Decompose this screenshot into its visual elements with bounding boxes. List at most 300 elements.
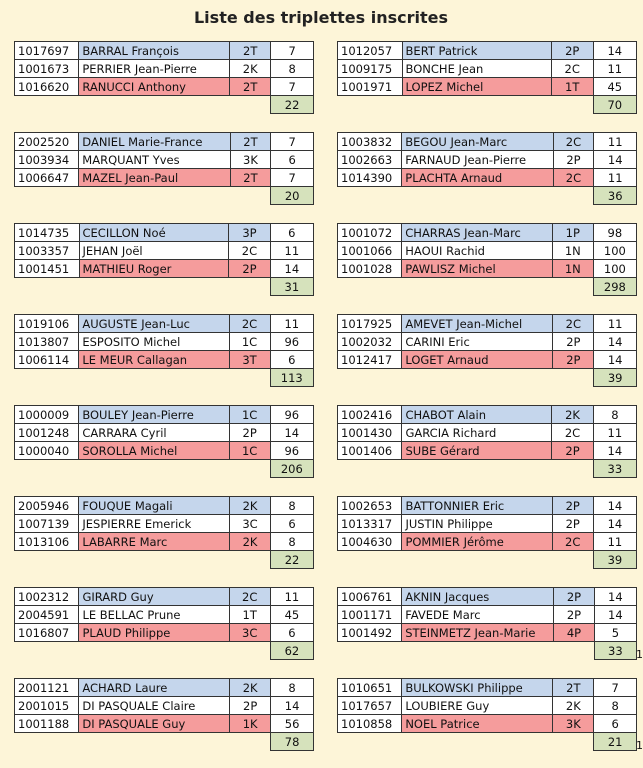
spacer-cell	[15, 642, 79, 660]
player-name: POMMIER Jérôme	[402, 533, 552, 551]
player-name: SOROLLA Michel	[79, 442, 229, 460]
total-row	[15, 460, 314, 478]
player-category: 2C	[552, 424, 593, 442]
player-category: 1N	[552, 260, 593, 278]
player-row	[338, 78, 637, 96]
player-points: 7	[271, 42, 314, 60]
player-points: 11	[594, 133, 637, 151]
player-category: 1T	[551, 78, 593, 96]
team-block	[337, 132, 637, 205]
player-points: 11	[593, 533, 636, 551]
player-name: BOULEY Jean-Pierre	[79, 406, 229, 424]
spacer-cell	[79, 642, 229, 660]
license-number: 1001171	[338, 606, 402, 624]
player-category: 2P	[230, 697, 271, 715]
player-name: FAVEDE Marc	[402, 606, 554, 624]
player-row	[338, 260, 637, 278]
player-name: CHABOT Alain	[402, 406, 552, 424]
player-name: DI PASQUALE Claire	[79, 697, 230, 715]
player-category: 2T	[230, 78, 271, 96]
player-category: 2C	[229, 315, 270, 333]
player-category: 1K	[230, 715, 271, 733]
player-name: JEHAN Joël	[79, 242, 229, 260]
player-name: ACHARD Laure	[79, 679, 230, 697]
license-number: 1002416	[338, 406, 402, 424]
team-table	[14, 223, 314, 296]
player-category: 2C	[229, 588, 270, 606]
spacer-cell	[553, 369, 594, 387]
spacer-cell	[338, 278, 402, 296]
spacer-cell	[15, 460, 79, 478]
license-number: 1001066	[338, 242, 402, 260]
player-name: BEGOU Jean-Marc	[402, 133, 553, 151]
license-number: 1009175	[338, 60, 403, 78]
player-row	[338, 224, 637, 242]
license-number: 1002312	[15, 588, 79, 606]
license-number: 1002032	[338, 333, 402, 351]
license-number: 1001188	[15, 715, 79, 733]
spacer-cell	[402, 96, 551, 114]
license-number: 1006761	[338, 588, 402, 606]
spacer-cell	[402, 369, 553, 387]
player-name: HAOUI Rachid	[402, 242, 553, 260]
player-category: 2K	[230, 60, 271, 78]
player-row	[338, 442, 637, 460]
player-name: MARQUANT Yves	[79, 151, 230, 169]
team-table	[337, 405, 637, 478]
player-name: ESPOSITO Michel	[79, 333, 229, 351]
player-category: 1T	[229, 606, 270, 624]
player-row	[338, 715, 637, 733]
team-table	[337, 41, 637, 114]
player-row	[338, 606, 637, 624]
license-number: 1013317	[338, 515, 402, 533]
player-category: 2P	[553, 151, 594, 169]
player-row	[15, 260, 314, 278]
player-name: BARRAL François	[79, 42, 230, 60]
player-category: 1C	[229, 442, 270, 460]
spacer-cell	[338, 551, 402, 569]
player-points: 14	[594, 151, 637, 169]
license-number: 1003934	[15, 151, 79, 169]
license-number: 1001406	[338, 442, 402, 460]
team-block	[337, 678, 637, 751]
player-row	[338, 533, 637, 551]
page-title: Liste des triplettes inscrites	[193, 8, 448, 27]
player-points: 14	[594, 606, 636, 624]
player-points: 11	[594, 169, 637, 187]
player-name: MATHIEU Roger	[79, 260, 229, 278]
player-row	[15, 442, 314, 460]
player-points: 5	[594, 624, 636, 642]
player-row	[15, 406, 314, 424]
license-number: 1013807	[15, 333, 79, 351]
team-block	[14, 314, 314, 387]
team-table	[14, 678, 314, 751]
player-points: 7	[271, 78, 314, 96]
player-points: 14	[270, 260, 313, 278]
player-category: 2P	[552, 497, 593, 515]
spacer-cell	[338, 642, 402, 660]
license-number: 1014390	[338, 169, 402, 187]
license-number: 1012057	[338, 42, 403, 60]
player-points: 6	[270, 351, 313, 369]
player-points: 100	[593, 242, 636, 260]
player-name: PLAUD Philippe	[79, 624, 229, 642]
license-number: 1001451	[15, 260, 80, 278]
player-points: 6	[271, 515, 314, 533]
total-row	[15, 733, 314, 751]
spacer-cell	[79, 369, 229, 387]
player-row	[15, 715, 314, 733]
player-category: 2P	[554, 588, 594, 606]
player-name: BULKOWSKI Philippe	[402, 679, 553, 697]
spacer-cell	[338, 96, 403, 114]
team-block	[14, 587, 314, 660]
spacer-cell	[402, 187, 553, 205]
player-name: LOUBIERE Guy	[402, 697, 553, 715]
player-points: 96	[270, 406, 313, 424]
team-block	[14, 405, 314, 478]
player-points: 11	[594, 315, 637, 333]
total-row	[15, 551, 314, 569]
spacer-cell	[338, 733, 402, 751]
team-block	[337, 587, 637, 660]
player-category: 3P	[229, 224, 270, 242]
player-name: AKNIN Jacques	[402, 588, 554, 606]
total-row	[15, 369, 314, 387]
spacer-cell	[552, 278, 593, 296]
player-name: LE MEUR Callagan	[79, 351, 229, 369]
license-number: 1006647	[15, 169, 79, 187]
team-total: 62	[270, 642, 313, 660]
player-name: BONCHE Jean	[402, 60, 551, 78]
player-row	[338, 679, 637, 697]
player-points: 96	[270, 442, 313, 460]
player-category: 2T	[553, 679, 594, 697]
player-points: 11	[593, 60, 636, 78]
spacer-cell	[402, 551, 552, 569]
license-number: 1003832	[338, 133, 402, 151]
player-category: 2T	[230, 169, 271, 187]
spacer-cell	[338, 187, 402, 205]
spacer-cell	[402, 278, 553, 296]
license-number: 1010651	[338, 679, 402, 697]
team-block	[337, 405, 637, 478]
spacer-cell	[229, 642, 270, 660]
player-points: 11	[270, 242, 313, 260]
player-category: 4P	[554, 624, 594, 642]
team-block	[14, 132, 314, 205]
player-name: DANIEL Marie-France	[79, 133, 230, 151]
player-row	[15, 497, 314, 515]
license-number: 1001072	[338, 224, 402, 242]
team-total: 206	[270, 460, 313, 478]
player-category: 3K	[230, 151, 271, 169]
player-points: 6	[270, 624, 313, 642]
player-category: 2P	[552, 442, 593, 460]
player-category: 2K	[553, 697, 594, 715]
player-points: 14	[594, 333, 637, 351]
player-row	[15, 133, 314, 151]
spacer-cell	[229, 369, 270, 387]
license-number: 1017657	[338, 697, 402, 715]
license-number: 1010858	[338, 715, 402, 733]
spacer-cell	[402, 460, 552, 478]
player-name: SUBE Gérard	[402, 442, 552, 460]
player-points: 98	[593, 224, 636, 242]
spacer-cell	[230, 96, 271, 114]
team-total: 39	[594, 369, 637, 387]
spacer-cell	[229, 278, 270, 296]
player-category: 2C	[553, 315, 594, 333]
spacer-cell	[230, 733, 271, 751]
spacer-cell	[79, 96, 230, 114]
player-points: 45	[270, 606, 313, 624]
player-points: 14	[593, 442, 636, 460]
player-points: 8	[271, 497, 314, 515]
player-row	[338, 515, 637, 533]
player-points: 11	[593, 424, 636, 442]
player-row	[15, 515, 314, 533]
license-number: 2001121	[15, 679, 79, 697]
team-total: 22	[271, 551, 314, 569]
player-points: 100	[593, 260, 636, 278]
player-row	[15, 224, 314, 242]
team-total: 70	[593, 96, 636, 114]
spacer-cell	[402, 733, 553, 751]
license-number: 1016620	[15, 78, 79, 96]
player-row	[15, 606, 314, 624]
player-row	[338, 588, 637, 606]
team-total: 113	[270, 369, 313, 387]
player-category: 3K	[553, 715, 594, 733]
license-number: 1001028	[338, 260, 402, 278]
license-number: 1016807	[15, 624, 79, 642]
player-row	[15, 697, 314, 715]
team-total: 33	[594, 642, 636, 660]
spacer-cell	[229, 551, 270, 569]
player-category: 2P	[229, 260, 270, 278]
player-points: 14	[593, 42, 636, 60]
total-row	[338, 278, 637, 296]
player-category: 1P	[552, 224, 593, 242]
player-name: PAWLISZ Michel	[402, 260, 553, 278]
player-row	[338, 315, 637, 333]
player-category: 2K	[229, 497, 270, 515]
spacer-cell	[553, 733, 594, 751]
team-block	[337, 496, 637, 569]
license-number: 1013106	[15, 533, 79, 551]
player-row	[15, 60, 314, 78]
team-table	[14, 405, 314, 478]
player-name: LABARRE Marc	[79, 533, 230, 551]
player-row	[15, 78, 314, 96]
player-row	[15, 679, 314, 697]
license-number: 1017925	[338, 315, 402, 333]
team-total: 22	[271, 96, 314, 114]
player-points: 11	[270, 588, 313, 606]
player-points: 8	[271, 533, 314, 551]
spacer-cell	[551, 96, 593, 114]
team-total: 21	[594, 733, 637, 751]
player-category: 2C	[551, 60, 593, 78]
player-row	[338, 497, 637, 515]
player-row	[338, 624, 637, 642]
player-category: 1C	[229, 333, 270, 351]
team-total: 20	[271, 187, 314, 205]
player-name: STEINMETZ Jean-Marie	[402, 624, 554, 642]
player-category: 2K	[552, 406, 593, 424]
total-row	[338, 551, 637, 569]
license-number: 1014735	[15, 224, 80, 242]
license-number: 1006114	[15, 351, 79, 369]
player-row	[15, 42, 314, 60]
player-row	[15, 333, 314, 351]
player-points: 7	[271, 133, 314, 151]
player-name: DI PASQUALE Guy	[79, 715, 230, 733]
team-table	[14, 587, 314, 660]
team-total: 36	[594, 187, 637, 205]
total-row	[338, 460, 637, 478]
player-name: CHARRAS Jean-Marc	[402, 224, 553, 242]
spacer-cell	[15, 187, 79, 205]
player-points: 6	[270, 224, 313, 242]
player-points: 45	[593, 78, 636, 96]
player-name: CECILLON Noé	[79, 224, 229, 242]
player-points: 14	[270, 424, 313, 442]
spacer-cell	[338, 369, 402, 387]
player-name: JUSTIN Philippe	[402, 515, 552, 533]
player-row	[338, 697, 637, 715]
player-points: 7	[271, 169, 314, 187]
license-number: 1012417	[338, 351, 402, 369]
team-block	[337, 223, 637, 296]
player-name: LOGET Arnaud	[402, 351, 553, 369]
total-row	[338, 369, 637, 387]
overflow-mark: 1	[636, 739, 643, 752]
player-category: 2K	[230, 679, 271, 697]
spacer-cell	[15, 278, 80, 296]
spacer-cell	[552, 460, 593, 478]
license-number: 1002663	[338, 151, 402, 169]
total-row	[15, 187, 314, 205]
total-row	[338, 187, 637, 205]
license-number: 1007139	[15, 515, 79, 533]
license-number: 1001248	[15, 424, 79, 442]
player-points: 14	[593, 515, 636, 533]
player-category: 2P	[552, 515, 593, 533]
spacer-cell	[79, 187, 230, 205]
player-row	[338, 242, 637, 260]
team-total: 78	[271, 733, 314, 751]
team-block	[14, 678, 314, 751]
player-row	[338, 424, 637, 442]
total-row	[15, 642, 314, 660]
player-points: 56	[271, 715, 314, 733]
player-row	[15, 169, 314, 187]
license-number: 2004591	[15, 606, 79, 624]
team-block	[14, 223, 314, 296]
license-number: 1000040	[15, 442, 79, 460]
team-table	[337, 223, 637, 296]
spacer-cell	[229, 460, 270, 478]
player-points: 8	[593, 406, 636, 424]
player-category: 2C	[229, 242, 270, 260]
player-row	[15, 588, 314, 606]
player-name: PERRIER Jean-Pierre	[79, 60, 230, 78]
team-table	[337, 314, 637, 387]
spacer-cell	[79, 460, 229, 478]
player-row	[15, 424, 314, 442]
license-number: 2005946	[15, 497, 79, 515]
player-category: 2T	[230, 42, 271, 60]
player-row	[338, 351, 637, 369]
license-number: 1002653	[338, 497, 402, 515]
player-row	[338, 133, 637, 151]
player-name: RANUCCI Anthony	[79, 78, 230, 96]
team-total: 31	[270, 278, 313, 296]
player-category: 1N	[552, 242, 593, 260]
player-name: BATTONNIER Eric	[402, 497, 552, 515]
player-points: 14	[593, 497, 636, 515]
license-number: 1001430	[338, 424, 402, 442]
player-points: 8	[594, 697, 637, 715]
player-category: 2P	[229, 424, 270, 442]
player-points: 8	[271, 60, 314, 78]
player-points: 8	[271, 679, 314, 697]
player-name: NOEL Patrice	[402, 715, 553, 733]
license-number: 1000009	[15, 406, 79, 424]
player-row	[15, 533, 314, 551]
player-category: 3C	[229, 624, 270, 642]
player-points: 96	[270, 333, 313, 351]
player-category: 2P	[553, 351, 594, 369]
team-table	[14, 496, 314, 569]
player-name: AUGUSTE Jean-Luc	[79, 315, 229, 333]
license-number: 1001971	[338, 78, 403, 96]
spacer-cell	[15, 733, 79, 751]
player-points: 14	[271, 697, 314, 715]
team-block	[14, 41, 314, 114]
team-table	[337, 132, 637, 205]
player-name: JESPIERRE Emerick	[79, 515, 230, 533]
license-number: 1019106	[15, 315, 79, 333]
player-category: 2C	[553, 133, 594, 151]
team-table	[337, 587, 637, 660]
spacer-cell	[79, 278, 229, 296]
player-points: 14	[594, 588, 636, 606]
player-points: 14	[594, 351, 637, 369]
spacer-cell	[15, 96, 79, 114]
spacer-cell	[79, 733, 230, 751]
team-table	[337, 496, 637, 569]
spacer-cell	[553, 187, 594, 205]
spacer-cell	[15, 369, 79, 387]
player-category: 2C	[552, 533, 593, 551]
spacer-cell	[230, 187, 271, 205]
team-block	[337, 41, 637, 114]
player-name: MAZEL Jean-Paul	[79, 169, 230, 187]
team-total: 33	[593, 460, 636, 478]
player-name: CARINI Eric	[402, 333, 553, 351]
team-block	[14, 496, 314, 569]
license-number: 2001015	[15, 697, 79, 715]
spacer-cell	[338, 460, 402, 478]
player-row	[338, 169, 637, 187]
player-points: 6	[271, 151, 314, 169]
spacer-cell	[554, 642, 594, 660]
